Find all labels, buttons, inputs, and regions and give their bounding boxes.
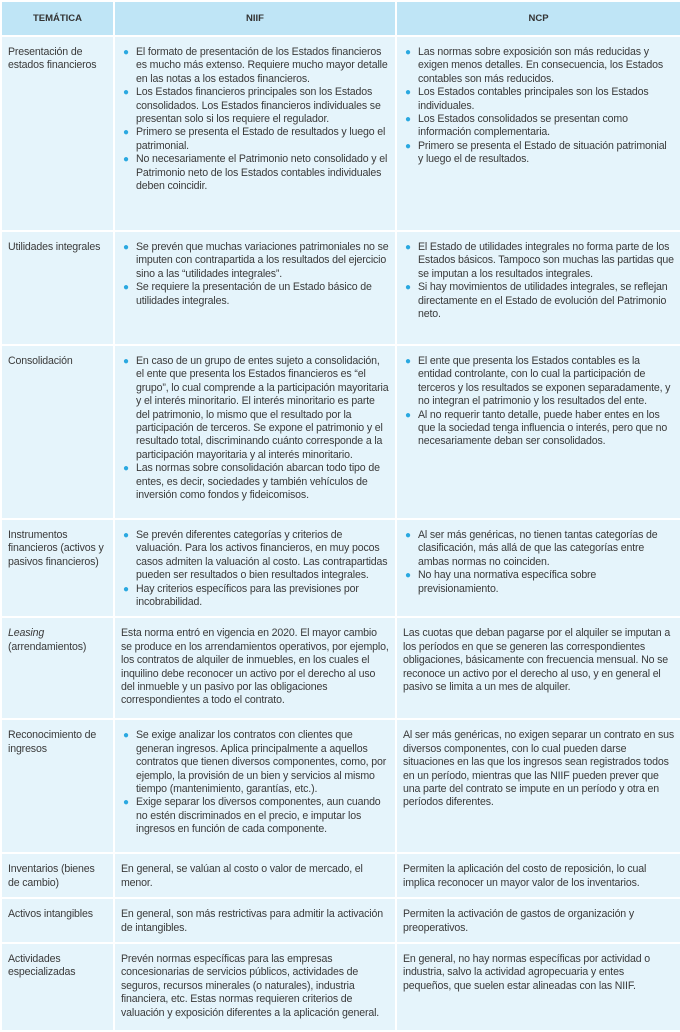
- ncp-cell: [396, 36, 680, 231]
- topic-cell: Activos intangibles: [1, 898, 114, 943]
- niif-cell: [114, 231, 396, 345]
- ncp-cell: [396, 345, 680, 519]
- table-row: [1, 231, 680, 345]
- topic-cell: Presentación de estados financieros: [1, 36, 114, 231]
- bullet-icon: ●: [123, 282, 129, 294]
- list-item: ● En caso de un grupo de entes sujeto a consolidación, el ente que presenta los Estados financieros es “el grupo”, lo cual comprende a la participación mayoritaria y el interés minoritario. El interés minoritario es parte del patrimonio, lo mismo que el resultado por la participación de terceros. Se expone el patrimonio y el resultado total, discriminando cuánto corresponde a la participación mayoritaria y al interés minoritario.: [123, 355, 389, 461]
- list-item: ● Si hay movimientos de utilidades integrales, se reflejan directamente en el Estado de evolución del Patrimonio neto.: [405, 281, 668, 321]
- list-item: ● Se prevén que muchas variaciones patrimoniales no se imputen con contrapartida a los resultados del ejercicio sino a las “utilidades integrales”.: [123, 241, 389, 280]
- header-ncp: NCP: [396, 1, 680, 36]
- list-item: ● Las normas sobre consolidación abarcan todo tipo de entes, es decir, sociedades y también vehículos de inversión como fondos y fideicomisos.: [123, 462, 380, 502]
- bullet-icon: ●: [123, 154, 129, 166]
- list-item: ● El Estado de utilidades integrales no forma parte de los Estados básicos. Tampoco son muchas las partidas que se imputan a los resultados integrales.: [405, 241, 674, 280]
- bullet-icon: ●: [123, 87, 129, 99]
- bullet-icon: ●: [123, 127, 129, 139]
- list-item: ● No hay una normativa específica sobre previsionamiento.: [405, 569, 597, 595]
- bullet-icon: ●: [123, 356, 129, 367]
- header-tematica: TEMÁTICA: [1, 1, 114, 36]
- topic-cell: Consolidación: [1, 345, 114, 519]
- list-item: ● Se requiere la presentación de un Estado básico de utilidades integrales.: [123, 281, 372, 307]
- niif-cell: En general, se valúan al costo o valor de mercado, el menor.: [114, 853, 396, 898]
- niif-cell: [114, 719, 396, 853]
- bullet-icon: ●: [123, 47, 129, 58]
- list-item: ● Exige separar los diversos componentes, aun cuando no estén discriminados en el precio, e imputar los ingresos en función de cada componente.: [123, 796, 381, 836]
- topic-cell: Leasing (arrendamientos): [1, 617, 114, 719]
- table-row: [1, 36, 680, 231]
- bullet-icon: ●: [405, 47, 411, 58]
- list-item: ● Al ser más genéricas, no tienen tantas categorías de clasificación, más allá de que las categorías entre ambas normas no coinciden.: [405, 529, 658, 568]
- niif-cell: [114, 345, 396, 519]
- list-item: ● Al no requerir tanto detalle, puede haber entes en los que la sociedad tenga influencia o interés, pero que no necesariamente deban ser consolidados.: [405, 408, 668, 448]
- list-item: ● Primero se presenta el Estado de resultados y luego el patrimonial.: [123, 126, 386, 152]
- niif-cell: Esta norma entró en vigencia en 2020. El mayor cambio se produce en los arrendamientos operativos, por ejemplo, los contratos de alquiler de inmuebles, en los cuales el inquilino debe reconocer un activo por el derecho al uso del inmueble y un pasivo por las obligaciones correspondientes a todo el contrato.: [114, 617, 396, 719]
- bullet-icon: ●: [405, 114, 411, 126]
- bullet-icon: ●: [123, 242, 129, 253]
- topic-cell: Actividades especializadas: [1, 943, 114, 1031]
- topic-cell: Inventarios (bienes de cambio): [1, 853, 114, 898]
- list-item: ● No necesariamente el Patrimonio neto consolidado y el Patrimonio neto de los Estados contables individuales deben coincidir.: [123, 153, 388, 193]
- niif-cell: En general, son más restrictivas para admitir la activación de intangibles.: [114, 898, 396, 943]
- topic-cell: Utilidades integrales: [1, 231, 114, 345]
- bullet-icon: ●: [405, 530, 411, 541]
- list-item: ● El formato de presentación de los Estados financieros es mucho más extenso. Requiere mucho mayor detalle en las notas a los estados financieros.: [123, 46, 388, 85]
- bullet-icon: ●: [123, 530, 129, 541]
- list-item: ● Se exige analizar los contratos con clientes que generan ingresos. Aplica principalmente a aquellos contratos que tienen diversos componentes, como, por ejemplo, la provisión de un bien y servicios al mismo tiempo (mantenimiento, garantías, etc.).: [123, 729, 387, 796]
- bullet-icon: ●: [405, 87, 411, 99]
- bullet-icon: ●: [123, 730, 129, 742]
- table-row: [1, 345, 680, 519]
- header-niif: NIIF: [114, 1, 396, 36]
- bullet-icon: ●: [405, 282, 411, 294]
- bullet-icon: ●: [123, 583, 129, 595]
- bullet-icon: ●: [405, 242, 411, 253]
- list-item: ● Los Estados financieros principales son los Estados consolidados. Los Estados financieros individuales se presentan solo si los requiere el regulador.: [123, 86, 381, 126]
- ncp-cell: Las cuotas que deban pagarse por el alquiler se imputan a los períodos en que se generen las correspondientes obligaciones, básicamente con frecuencia mensual. No se reconoce un activo por el derecho al uso, y en general el pasivo se limita a un mes de alquiler.: [396, 617, 680, 719]
- bullet-icon: ●: [405, 356, 411, 367]
- list-item: ● Primero se presenta el Estado de situación patrimonial y luego el de resultados.: [405, 139, 667, 166]
- table-row: [1, 719, 680, 853]
- table-row: [1, 943, 680, 1031]
- table-row: [1, 853, 680, 898]
- ncp-cell: [396, 231, 680, 345]
- bullet-icon: ●: [405, 409, 411, 421]
- list-item: ● Se prevén diferentes categorías y criterios de valuación. Para los activos financieros, en muy pocos casos admiten la valuación al costo. Las contrapartidas pueden ser resultados o bien resultados integrales.: [123, 529, 388, 582]
- bullet-icon: ●: [123, 463, 129, 475]
- topic-cell: Instrumentos financieros (activos y pasivos financieros): [1, 519, 114, 617]
- ncp-cell: Al ser más genéricas, no exigen separar un contrato en sus diversos componentes, con lo cual pueden darse situaciones en las que los ingresos sean registrados todos en un período, mientras que las NIIF pueden prever que una parte del contrato se impute en un período y otra en períodos diferentes.: [396, 719, 680, 853]
- bullet-icon: ●: [405, 140, 411, 152]
- header-row: [1, 1, 680, 36]
- list-item: ● El ente que presenta los Estados contables es la entidad controlante, con lo cual la participación de terceros y los resultados se exponen separadamente, y no integran el patrimonio y los resultados del ente.: [405, 355, 671, 408]
- ncp-cell: En general, no hay normas específicas por actividad o industria, salvo la actividad agropecuaria y entes pequeños, que suelen estar alineadas con las NIIF.: [396, 943, 680, 1031]
- ncp-cell: Permiten la activación de gastos de organización y preoperativos.: [396, 898, 680, 943]
- table-row: [1, 519, 680, 617]
- niif-cell: Prevén normas específicas para las empresas concesionarias de servicios públicos, actividades de seguros, recursos minerales (o naturales), industria financiera, etc. Estas normas requieren criterios de valuación y exposición diferentes a la aplicación general.: [114, 943, 396, 1031]
- list-item: ● Los Estados contables principales son los Estados individuales.: [405, 86, 649, 112]
- list-item: ● Las normas sobre exposición son más reducidas y exigen menos detalles. En consecuencia, los Estados contables son más reducidos.: [405, 46, 663, 85]
- table-row: [1, 898, 680, 943]
- list-item: ● Los Estados consolidados se presentan como información complementaria.: [405, 113, 628, 139]
- bullet-icon: ●: [123, 797, 129, 809]
- topic-cell: Reconocimiento de ingresos: [1, 719, 114, 853]
- ncp-cell: [396, 519, 680, 617]
- list-item: ● Hay criterios específicos para las previsiones por incobrabilidad.: [123, 582, 359, 609]
- table-row: [1, 617, 680, 719]
- topic-italic: Leasing: [8, 627, 45, 640]
- bullet-icon: ●: [405, 570, 411, 582]
- ncp-cell: Permiten la aplicación del costo de reposición, lo cual implica reconocer un mayor valor de los inventarios.: [396, 853, 680, 898]
- niif-cell: [114, 519, 396, 617]
- niif-cell: [114, 36, 396, 231]
